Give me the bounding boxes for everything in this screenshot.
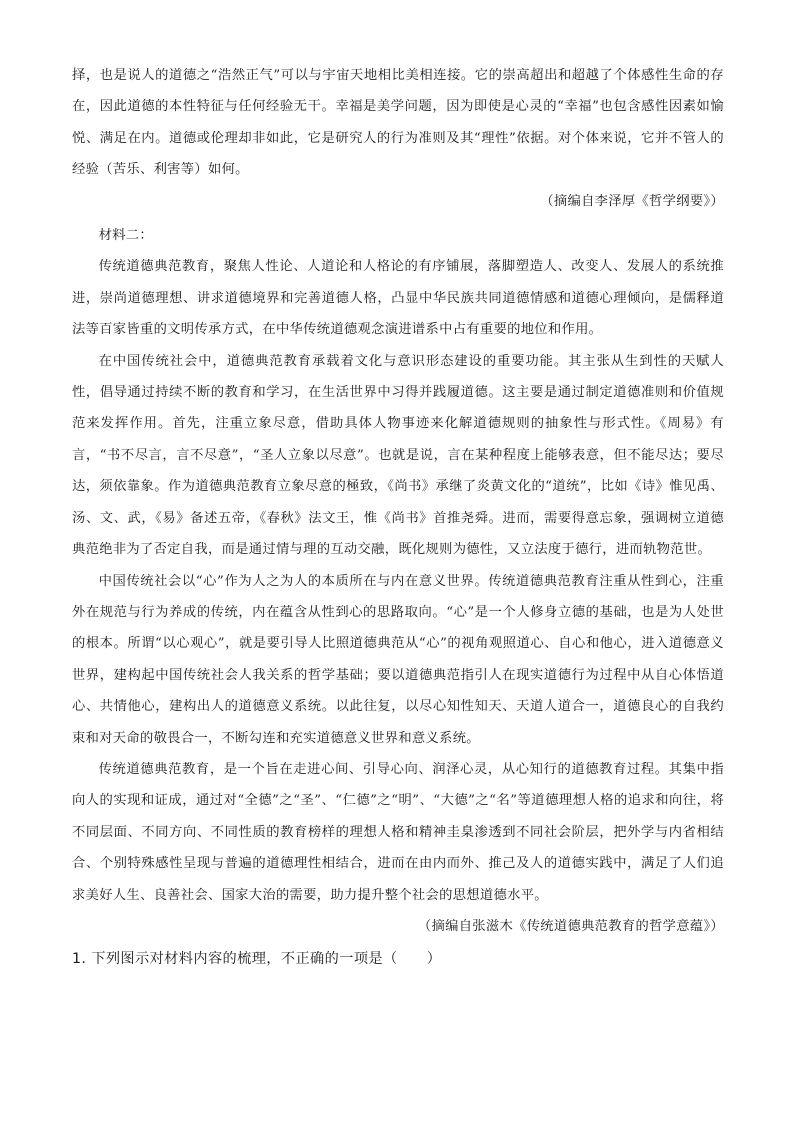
material-two-heading: 材料二： (98, 228, 153, 244)
question-1: 1. 下列图示对材料内容的梳理，不正确的一项是（ ） (72, 951, 442, 968)
document-body (72, 60, 724, 974)
material-two-paragraph-1: 传统道德典范教育，聚焦人性论、人道论和人格论的有序铺展，落脚塑造人、改变人、发展人的系统推进，崇尚道德理想、讲求道德境界和完善道德人格，凸显中华民族共同道德情感和道德心理倾向，是儒释道法等百家皆重的文明传承方式，在中华传统道德观念演进谱系中占有重要的地位和作用。 (72, 259, 724, 338)
material-one-source: （摘编自李泽厚《哲学纲要》） (540, 193, 724, 209)
material-two-source: （摘编自张滋木《传统道德典范教育的哲学意蕴》） (417, 918, 724, 934)
material-one-tail-paragraph: 择，也是说人的道德之“浩然正气”可以与宇宙天地相比美相连接。它的崇高超出和超越了个体感性生命的存在，因此道德的本性特征与任何经验无干。幸福是美学问题，因为即使是心灵的“幸福”也包含感性因素如愉悦、满足在内。道德或伦理却非如此，它是研究人的行为准则及其“理性”依据。对个体来说，它并不管人的经验（苦乐、利害等）如何。 (72, 68, 724, 178)
material-two-paragraph-2: 在中国传统社会中，道德典范教育承载着文化与意识形态建设的重要功能。其主张从生到性的天赋人性，倡导通过持续不断的教育和学习，在生活世界中习得并践履道德。这主要是通过制定道德准则和价值规范来发挥作用。首先，注重立象尽意，借助具体人物事迹来化解道德规则的抽象性与形式性。《周易》有言，“书不尽言，言不尽意”，“圣人立象以尽意”。也就是说，言在某种程度上能够表意，但不能尽达；要尽达，须依靠象。作为道德典范教育立象尽意的極致，《尚书》承继了炎黄文化的“道统”，比如《诗》惟见禹、汤、文、武，《易》备述五帝，《春秋》法文王，惟《尚书》首推尧舜。进而，需要得意忘象，强调树立道德典范绝非为了否定自我，而是通过情与理的互动交融，既化规则为德性，又立法度于德行，进而轨物范世。 (72, 353, 724, 558)
material-two-paragraph-4: 传统道德典范教育，是一个旨在走进心间、引导心向、润泽心灵，从心知行的道德教育过程。其集中指向人的实现和证成，通过对“全德”之“圣”、“仁德”之“明”、“大德”之“名”等道德理想人格的追求和向往，将不同层面、不同方向、不同性质的教育榜样的理想人格和精神圭臬渗透到不同社会阶层，把外学与内省相结合、个别特殊感性呈现与普遍的道德理性相结合，进而在由内而外、推己及人的道德实践中，满足了人们追求美好人生、良善社会、国家大治的需要，助力提升整个社会的思想道德水平。 (72, 761, 724, 903)
material-two-paragraph-3: 中国传统社会以“心”作为人之为人的本质所在与内在意义世界。传统道德典范教育注重从性到心，注重外在规范与行为养成的传统，内在蕴含从性到心的思路取向。“心”是一个人修身立德的基础，也是为人处世的根本。所谓“以心观心”，就是要引导人比照道德典范从“心”的视角观照道心、自心和他心，进入道德意义世界，建构起中国传统社会人我关系的哲学基础；要以道德典范指引人在现实道德行为过程中从自心体悟道心、共情他心，建构出人的道德意义系统。以此往复，以尽心知性知天、天道人道合一，道德良心的自我约束和对天命的敬畏合一，不断勾连和充实道德意义世界和意义系统。 (72, 573, 724, 746)
